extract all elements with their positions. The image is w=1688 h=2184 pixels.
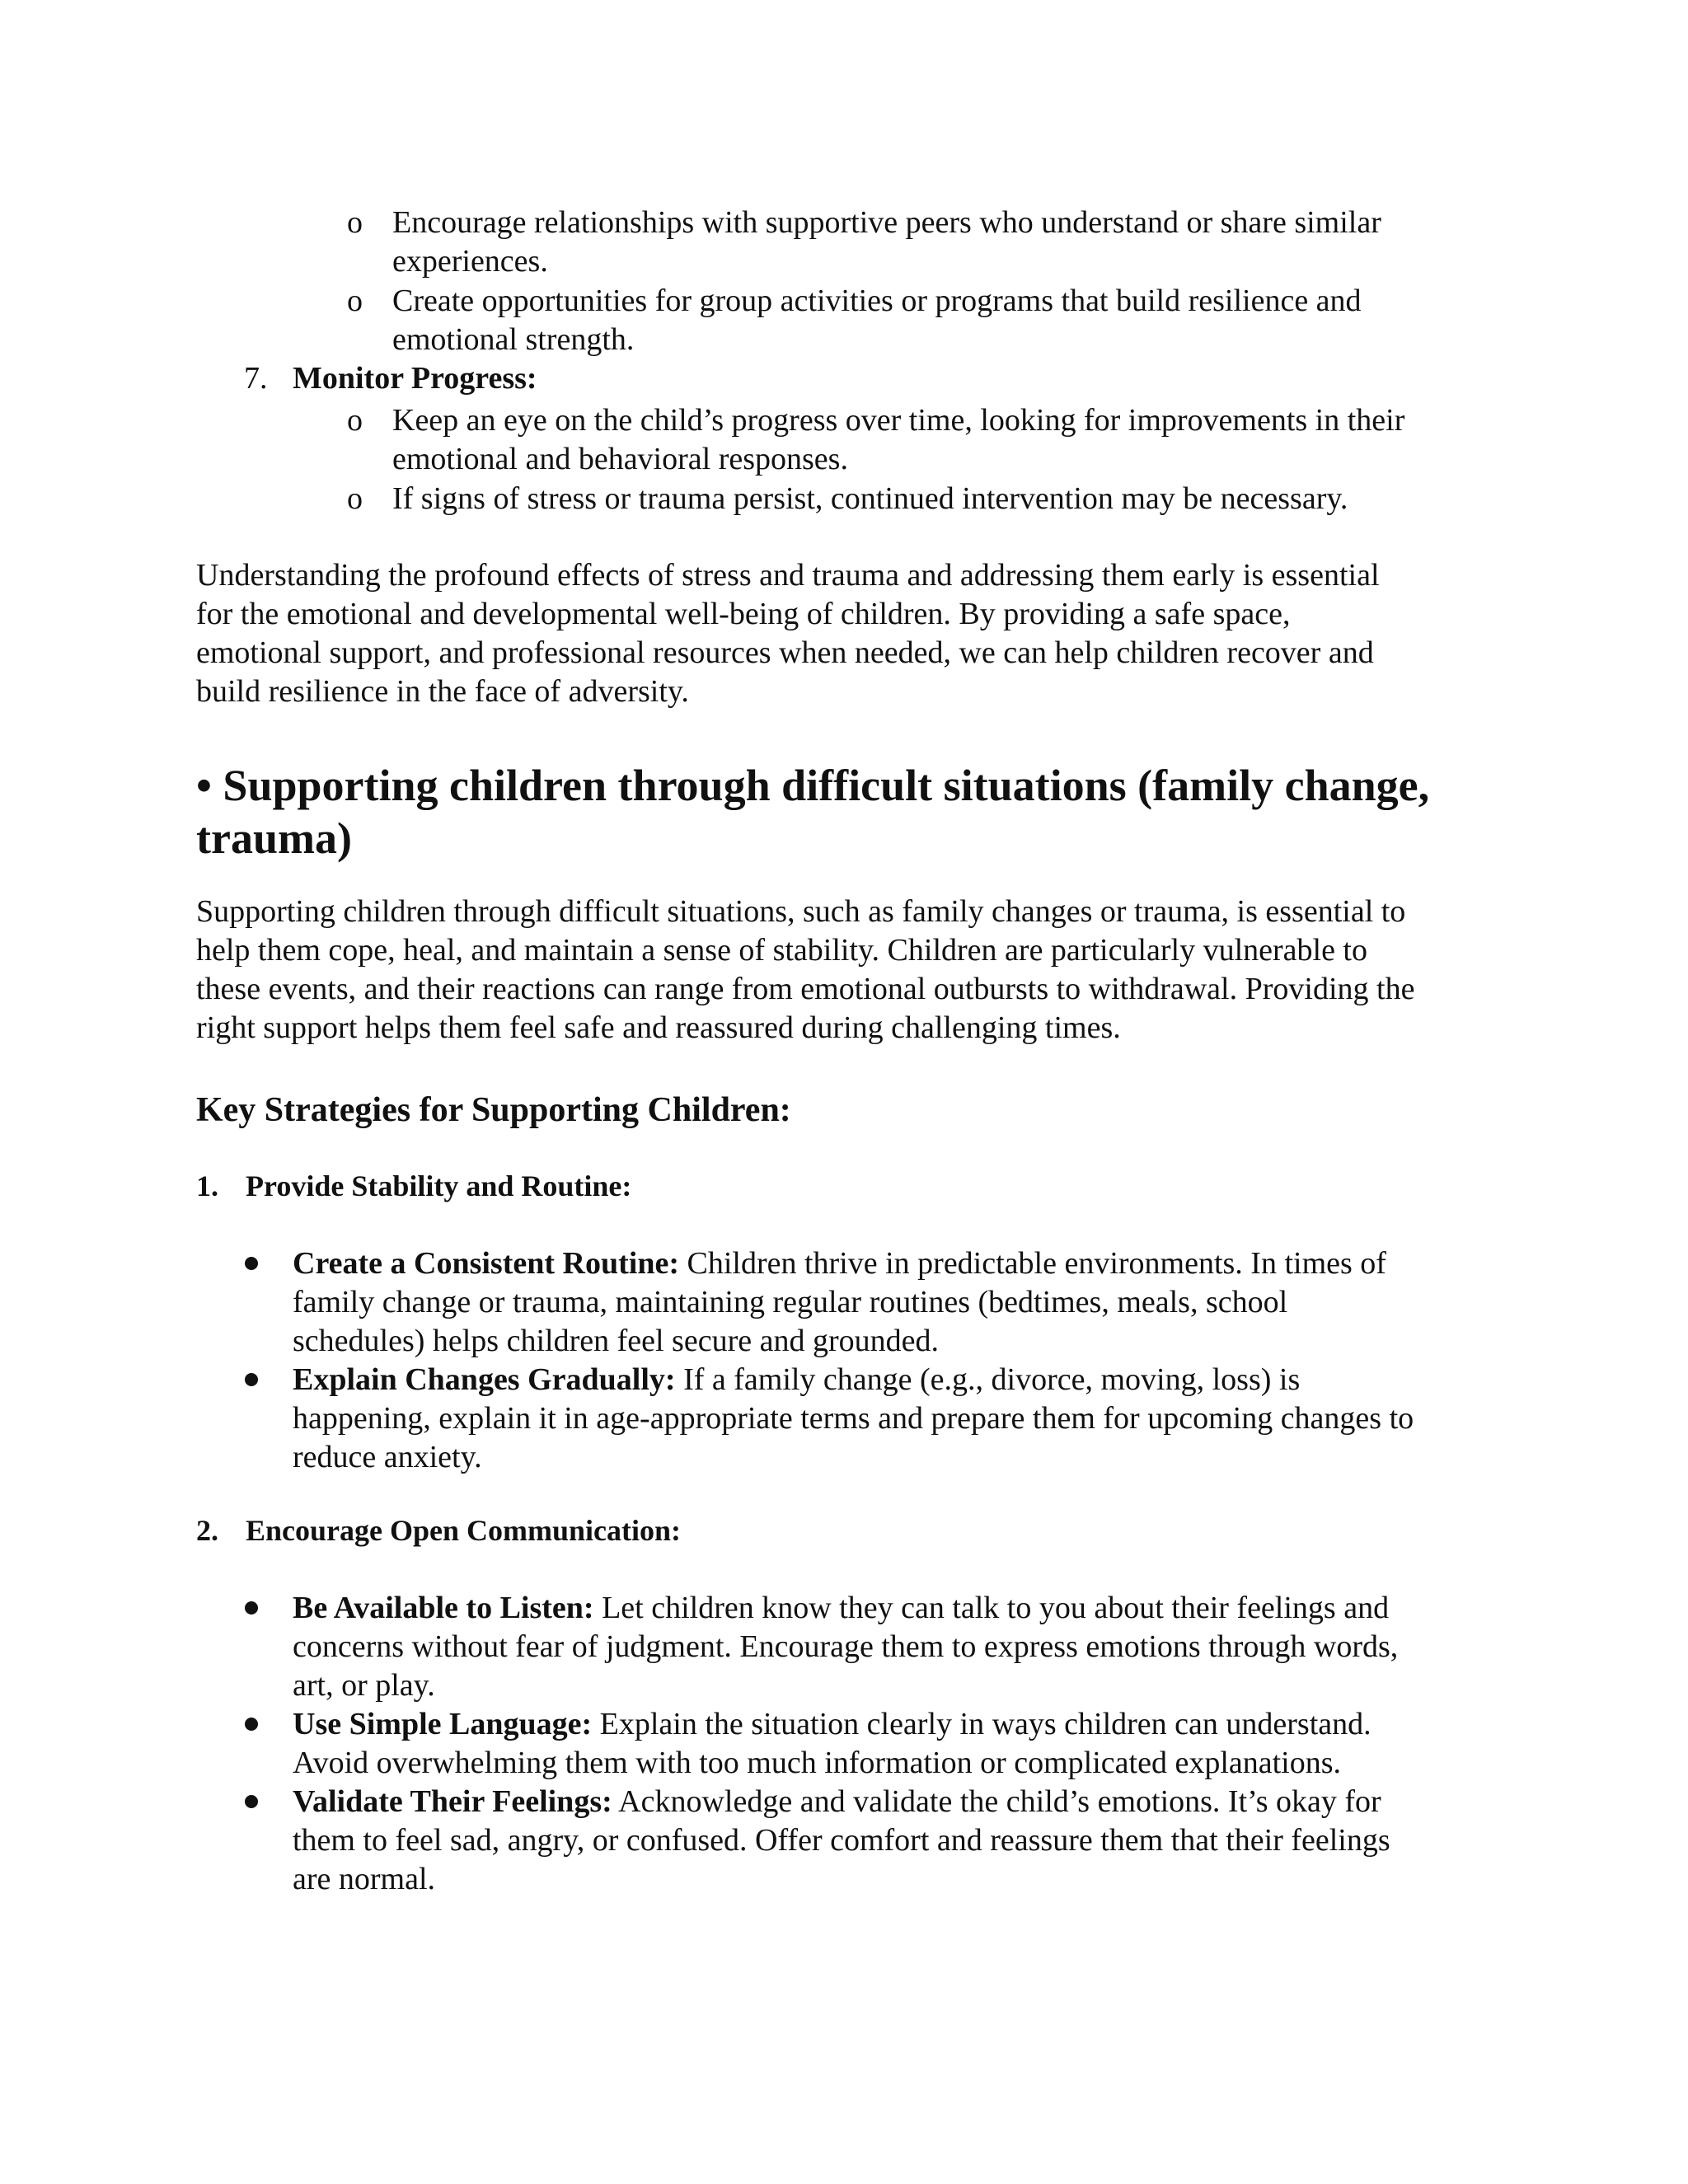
strategy-number: 2. (196, 1514, 218, 1547)
bullet-body: Children thrive in predictable environments. In times of (678, 1246, 1386, 1281)
bullet-label: Validate Their Feelings: (293, 1784, 612, 1819)
paragraph-line: emotional support, and professional resources when needed, we can help children recover and (196, 635, 1374, 670)
step-number: 7. (244, 361, 268, 396)
sublist-marker: o (347, 205, 363, 240)
list-item-text: Create opportunities for group activities or programs that build resilience and (392, 284, 1362, 318)
bullet-text: Avoid overwhelming them with too much information or complicated explanations. (293, 1746, 1342, 1780)
sublist-marker: o (347, 403, 363, 438)
paragraph-line: these events, and their reactions can range from emotional outbursts to withdrawal. Providing the (196, 972, 1415, 1006)
strategy-title: Encourage Open Communication: (246, 1514, 682, 1547)
bullet-text (293, 1783, 1381, 1821)
bullet-text: art, or play. (293, 1668, 435, 1703)
bullet-label: Create a Consistent Routine: (293, 1246, 679, 1281)
list-item-text: experiences. (392, 244, 548, 279)
bullet-text: them to feel sad, angry, or confused. Offer comfort and reassure them that their feelings (293, 1823, 1390, 1858)
bullet-body: Explain the situation clearly in ways children can understand. (592, 1707, 1372, 1741)
bullet-label: Use Simple Language: (293, 1707, 593, 1741)
strategy-number: 1. (196, 1169, 218, 1202)
list-item-text: If signs of stress or trauma persist, continued intervention may be necessary. (392, 481, 1348, 516)
list-item-text: emotional and behavioral responses. (392, 442, 848, 476)
bullet-icon (245, 1795, 258, 1808)
bullet-text: are normal. (293, 1862, 436, 1896)
bullet-label: Be Available to Listen: (293, 1591, 594, 1625)
paragraph-line: for the emotional and developmental well-being of children. By providing a safe space, (196, 597, 1291, 631)
list-item-text: Encourage relationships with supportive peers who understand or share similar (392, 205, 1381, 240)
bullet-text (293, 1589, 1389, 1628)
list-item-text: emotional strength. (392, 322, 635, 357)
section-heading-line: • Supporting children through difficult situations (family change, (196, 761, 1430, 810)
key-strategies-subheading: Key Strategies for Supporting Children: (196, 1091, 791, 1129)
step-title: Monitor Progress: (293, 361, 537, 396)
bullet-icon (245, 1601, 258, 1615)
paragraph-line: build resilience in the face of adversity. (196, 674, 689, 709)
bullet-body: If a family change (e.g., divorce, moving, loss) is (675, 1362, 1301, 1397)
bullet-text: family change or trauma, maintaining regular routines (bedtimes, meals, school (293, 1285, 1288, 1319)
strategy-title: Provide Stability and Routine: (246, 1169, 632, 1202)
bullet-text: concerns without fear of judgment. Encourage them to express emotions through words, (293, 1629, 1399, 1664)
bullet-icon (245, 1373, 258, 1386)
bullet-text: schedules) helps children feel secure and grounded. (293, 1324, 939, 1358)
paragraph-line: Understanding the profound effects of stress and trauma and addressing them early is essential (196, 558, 1380, 593)
sublist-marker: o (347, 481, 363, 516)
paragraph-line: help them cope, heal, and maintain a sense of stability. Children are particularly vulnerable to (196, 933, 1367, 968)
bullet-icon (245, 1718, 258, 1731)
sublist-marker: o (347, 284, 363, 318)
bullet-text: reduce anxiety. (293, 1440, 482, 1474)
bullet-body: Acknowledge and validate the child’s emotions. It’s okay for (612, 1784, 1381, 1819)
paragraph-line: Supporting children through difficult situations, such as family changes or trauma, is essential to (196, 894, 1406, 929)
list-item-text: Keep an eye on the child’s progress over time, looking for improvements in their (392, 403, 1405, 438)
bullet-text (293, 1705, 1372, 1744)
bullet-icon (245, 1257, 258, 1270)
section-heading-line: trauma) (196, 813, 352, 863)
bullet-label: Explain Changes Gradually: (293, 1362, 676, 1397)
bullet-body: Let children know they can talk to you about their feelings and (593, 1591, 1390, 1625)
bullet-text: happening, explain it in age-appropriate terms and prepare them for upcoming changes to (293, 1401, 1414, 1436)
bullet-text (293, 1244, 1386, 1283)
paragraph-line: right support helps them feel safe and reassured during challenging times. (196, 1010, 1121, 1045)
bullet-text (293, 1361, 1300, 1399)
